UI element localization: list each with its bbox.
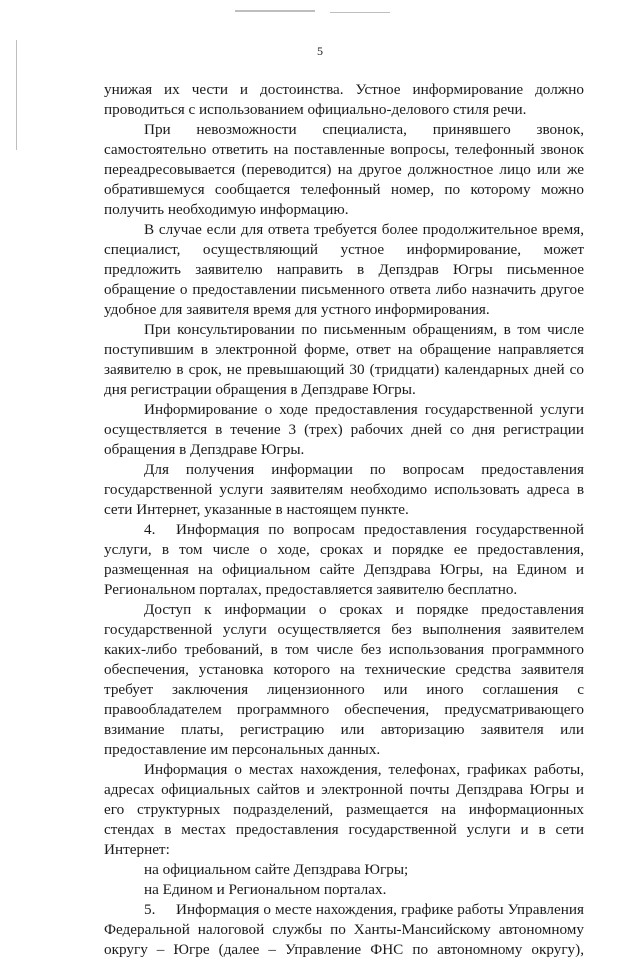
scan-mark-top-right — [330, 12, 390, 13]
paragraph-item-4: 4. Информация по вопросам предоставления государственной услуги, в том числе о ходе, сроках и порядке ее предоставления, размещенная на официальном сайте Депздрава Югры, на Едином и Региональном порталах, предоставляется заявителю бесплатно. — [104, 521, 584, 598]
page-number: 5 — [317, 44, 323, 58]
paragraph-1: унижая их чести и достоинства. Устное информирование должно проводиться с использованием официально-делового стиля речи. — [104, 81, 584, 118]
paragraph-2: При невозможности специалиста, принявшего звонок, самостоятельно ответить на поставленные вопросы, телефонный звонок переадресовывается (переводится) на другое должностное лицо или же обратившемуся сообщается телефонный номер, по которому можно получить необходимую информацию. — [104, 121, 584, 218]
paragraph-6: Для получения информации по вопросам предоставления государственной услуги заявителям необходимо использовать адреса в сети Интернет, указанные в настоящем пункте. — [104, 461, 584, 518]
paragraph-3: В случае если для ответа требуется более продолжительное время, специалист, осуществляющий устное информирование, может предложить заявителю направить в Депздрав Югры письменное обращение о предоставлении письменного ответа либо назначить другое удобное для заявителя время для устного информирования. — [104, 221, 584, 318]
list-item-portals: на Едином и Региональном порталах. — [144, 881, 387, 898]
item-number: 5. — [144, 901, 156, 918]
paragraph-5: Информирование о ходе предоставления государственной услуги осуществляется в течение 3 (трех) рабочих дней со дня регистрации обращения в Депздраве Югры. — [104, 401, 584, 458]
paragraph-item-5: 5. Информация о месте нахождения, графике работы Управления Федеральной налоговой службы по Ханты-Мансийскому автономному округу – Югре (далее – Управление ФНС по автономному округу), — [104, 901, 584, 958]
scan-mark-top-left — [235, 10, 315, 12]
paragraph-9: Информация о местах нахождения, телефонах, графиках работы, адресах официальных сайтов и электронной почты Депздрава Югры и его структурных подразделений, размещается на информационных стендах в местах предоставления государственной услуги и в сети Интернет: — [104, 761, 584, 858]
paragraph-4: При консультировании по письменным обращениям, в том числе поступившим в электронной форме, ответ на обращение направляется заявителю в срок, не превышающий 30 (тридцати) календарных дней со дня регистрации обращения в Депздраве Югры. — [104, 321, 584, 398]
document-body — [104, 80, 584, 960]
item-number: 4. — [144, 521, 156, 538]
list-item-site: на официальном сайте Депздрава Югры; — [144, 861, 409, 878]
paragraph-8: Доступ к информации о сроках и порядке предоставления государственной услуги осуществляется без выполнения заявителем каких-либо требований, в том числе без использования программного обеспечения, установка которого на технические средства заявителя требует заключения лицензионного или иного соглашения с правообладателем программного обеспечения, предусматривающего взимание платы, регистрацию или авторизацию заявителя или предоставление им персональных данных. — [104, 601, 584, 758]
